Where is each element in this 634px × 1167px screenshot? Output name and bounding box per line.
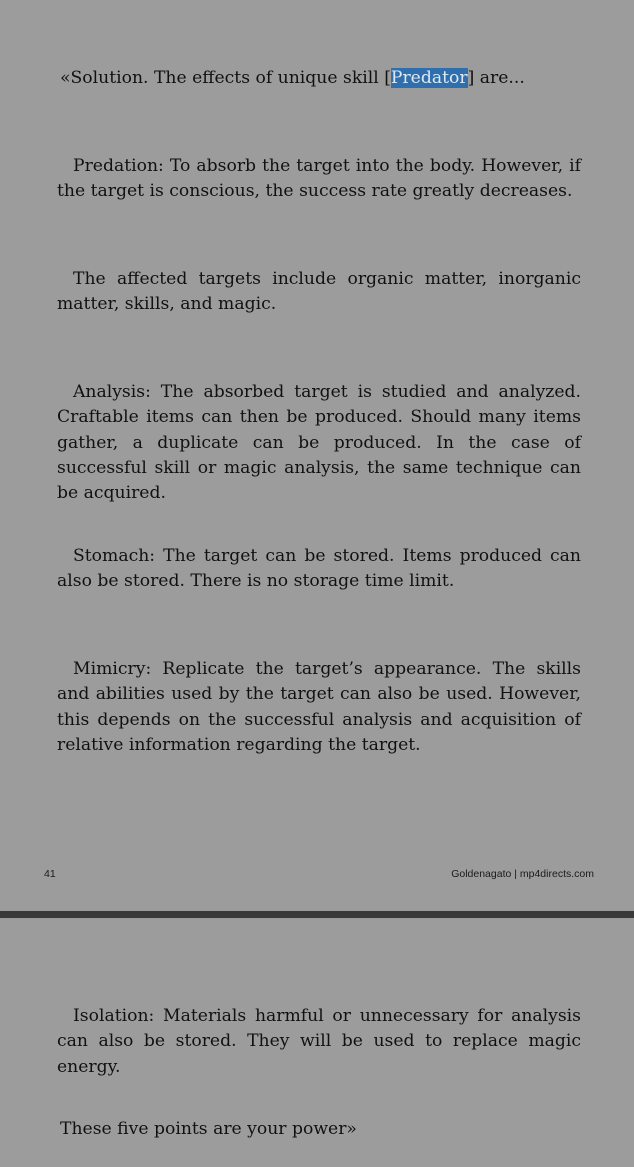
page-divider (0, 911, 634, 918)
page-number: 41 (44, 868, 56, 880)
paragraph-stomach: Stomach: The target can be stored. Items produced can also be stored. There is no storage time limit. (57, 546, 581, 592)
selected-text-highlight[interactable]: Predator (390, 68, 468, 88)
paragraph-predation: Predation: To absorb the target into the body. However, if the target is conscious, the success rate greatly decreases. (57, 156, 581, 202)
paragraph-affected-targets: The affected targets include organic matter, inorganic matter, skills, and magic. (57, 269, 581, 315)
closing-line: These five points are your power» (60, 1119, 357, 1139)
paragraph-analysis: Analysis: The absorbed target is studied and analyzed. Craftable items can then be produced. Should many items gather, a duplicate can be produced. In the case of successful skill or magic analysis, the same technique can be acquired. (57, 382, 581, 504)
intro-after: ] are... (467, 68, 525, 88)
intro-line (60, 66, 525, 91)
paragraph-isolation: Isolation: Materials harmful or unnecessary for analysis can also be stored. They will be used to replace magic energy. (57, 1006, 581, 1077)
intro-before: «Solution. The effects of unique skill [ (60, 68, 391, 88)
book-page-42 (0, 918, 634, 1167)
footer-credit: Goldenagato | mp4directs.com (451, 868, 594, 880)
paragraph-mimicry: Mimicry: Replicate the target’s appearance. The skills and abilities used by the target can also be used. However, this depends on the successful analysis and acquisition of relative information regarding the target. (57, 659, 581, 755)
